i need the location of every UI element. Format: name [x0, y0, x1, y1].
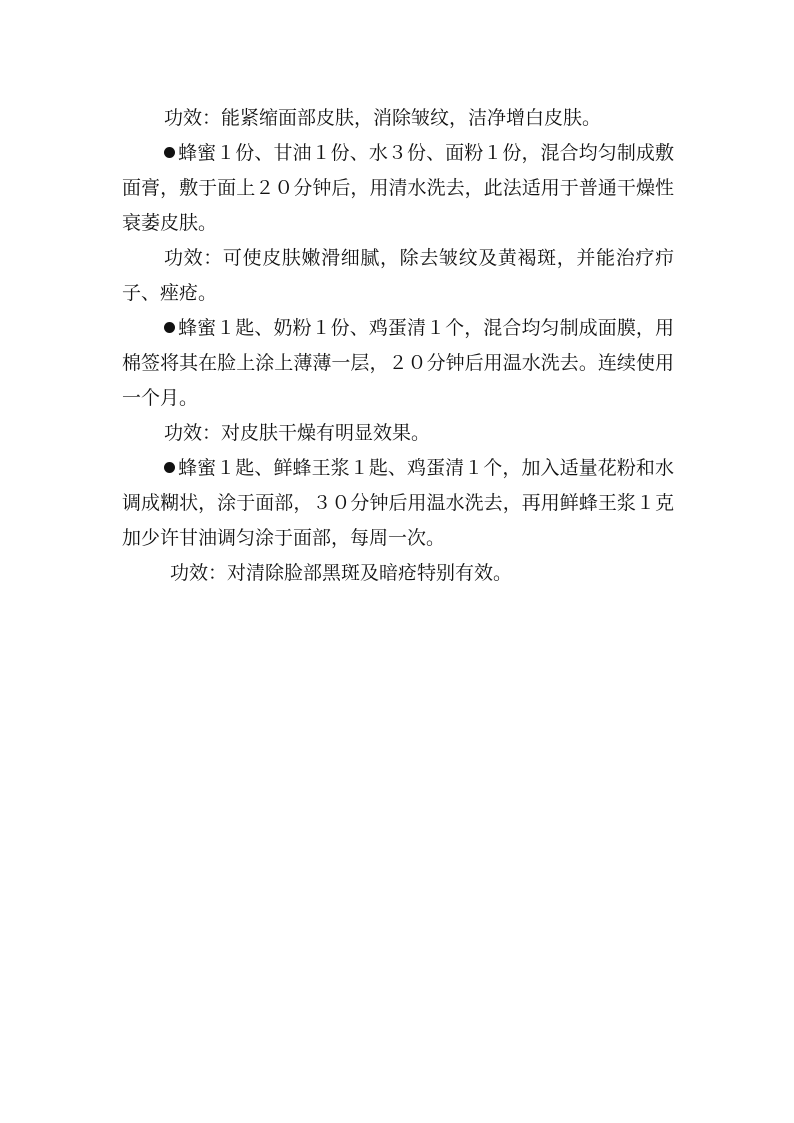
recipe-paragraph: [122, 451, 674, 556]
recipe-paragraph: [122, 311, 674, 416]
paragraph-text: 蜂蜜１匙、奶粉１份、鸡蛋清１个，混合均匀制成面膜，用棉签将其在脸上涂上薄薄一层，２０分钟后用温水洗去。连续使用一个月。: [122, 317, 674, 409]
paragraph-text: 功效：能紧缩面部皮肤，消除皱纹，洁净增白皮肤。: [164, 107, 602, 129]
bullet-icon: [164, 462, 175, 473]
bullet-icon: [164, 147, 175, 158]
document-body: [122, 101, 674, 591]
paragraph-text: 功效：对皮肤干燥有明显效果。: [164, 422, 431, 444]
paragraph-text: 功效：对清除脸部黑斑及暗疮特别有效。: [170, 562, 513, 584]
effect-paragraph: [122, 416, 674, 451]
paragraph-text: 蜂蜜１匙、鲜蜂王浆１匙、鸡蛋清１个，加入适量花粉和水调成糊状，涂于面部，３０分钟后用温水洗去，再用鲜蜂王浆１克加少许甘油调匀涂于面部，每周一次。: [122, 457, 674, 549]
paragraph-text: 功效：可使皮肤嫩滑细腻，除去皱纹及黄褐斑，并能治疗疖子、痤疮。: [122, 247, 674, 304]
effect-paragraph: [122, 556, 674, 591]
effect-paragraph: [122, 241, 674, 311]
recipe-paragraph: [122, 136, 674, 241]
effect-paragraph: [122, 101, 674, 136]
bullet-icon: [164, 322, 175, 333]
paragraph-text: 蜂蜜１份、甘油１份、水３份、面粉１份，混合均匀制成敷面膏，敷于面上２０分钟后，用清水洗去，此法适用于普通干燥性衰萎皮肤。: [122, 142, 674, 234]
